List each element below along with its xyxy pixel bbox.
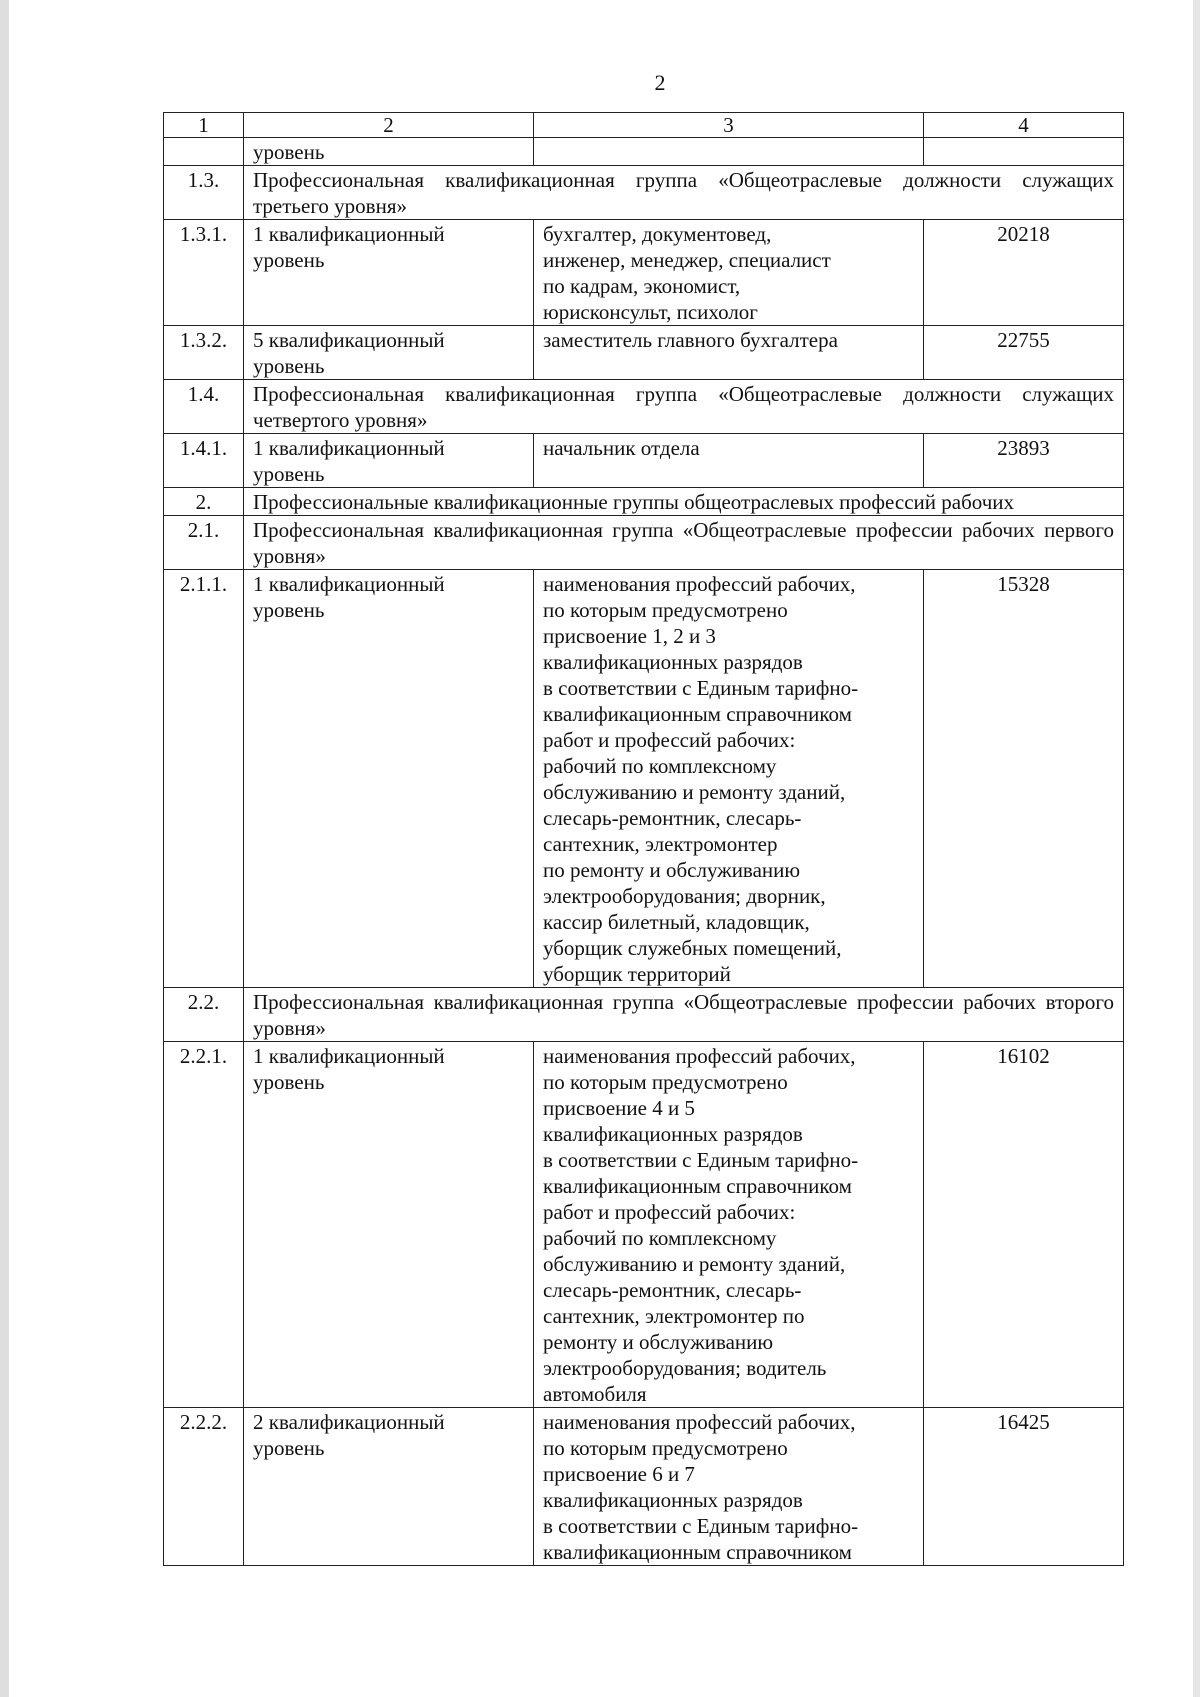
profession-names-cell: заместитель главного бухгалтера xyxy=(534,326,924,380)
row-number-cell: 2.2.2. xyxy=(164,1408,244,1566)
row-number-cell: 1.3. xyxy=(164,166,244,220)
group-title-cell: Профессиональные квалификационные группы общеотраслевых профессий рабочих xyxy=(244,488,1124,516)
salary-table-body xyxy=(164,113,1124,1566)
profession-names-cell: наименования профессий рабочих, по которым предусмотрено присвоение 6 и 7 квалификационных разрядов в соответствии с Единым тарифно- квалификационным справочником xyxy=(534,1408,924,1566)
profession-names-cell xyxy=(534,138,924,166)
header-col-1: 1 xyxy=(164,113,244,138)
level-cell: 5 квалификационный уровень xyxy=(244,326,534,380)
group-row xyxy=(164,488,1124,516)
salary-cell: 23893 xyxy=(924,434,1124,488)
level-row xyxy=(164,1408,1124,1566)
header-col-2: 2 xyxy=(244,113,534,138)
salary-cell: 16425 xyxy=(924,1408,1124,1566)
row-number-cell: 1.3.2. xyxy=(164,326,244,380)
profession-names-cell: начальник отдела xyxy=(534,434,924,488)
row-number-cell xyxy=(164,138,244,166)
group-row xyxy=(164,516,1124,570)
profession-names-cell: наименования профессий рабочих, по которым предусмотрено присвоение 4 и 5 квалификационных разрядов в соответствии с Единым тарифно- квалификационным справочником работ и профессий рабочих: рабочий по комплексному обслуживанию и ремонту зданий, слесарь-ремонтник, слесарь- сантехник, электромонтер по ремонту и обслуживанию электрооборудования; водитель автомобиля xyxy=(534,1042,924,1408)
level-cell: 1 квалификационный уровень xyxy=(244,570,534,988)
table-header-row xyxy=(164,113,1124,138)
salary-table xyxy=(163,112,1124,1566)
row-number-cell: 2.1. xyxy=(164,516,244,570)
row-number-cell: 2.2.1. xyxy=(164,1042,244,1408)
row-number-cell: 2. xyxy=(164,488,244,516)
level-row xyxy=(164,1042,1124,1408)
profession-names-cell: наименования профессий рабочих, по которым предусмотрено присвоение 1, 2 и 3 квалификационных разрядов в соответствии с Единым тарифно- квалификационным справочником работ и профессий рабочих: рабочий по комплексному обслуживанию и ремонту зданий, слесарь-ремонтник, слесарь- сантехник, электромонтер по ремонту и обслуживанию электрооборудования; дворник, кассир билетный, кладовщик, уборщик служебных помещений, уборщик территорий xyxy=(534,570,924,988)
level-cell: 2 квалификационный уровень xyxy=(244,1408,534,1566)
group-title-cell: Профессиональная квалификационная группа «Общеотраслевые должности служащих четвертого уровня» xyxy=(244,380,1124,434)
salary-cell: 22755 xyxy=(924,326,1124,380)
level-cell: 1 квалификационный уровень xyxy=(244,434,534,488)
row-number-cell: 1.4.1. xyxy=(164,434,244,488)
group-row xyxy=(164,988,1124,1042)
scan-left-edge xyxy=(0,0,9,1697)
level-row xyxy=(164,220,1124,326)
group-row xyxy=(164,380,1124,434)
salary-cell: 15328 xyxy=(924,570,1124,988)
group-title-cell: Профессиональная квалификационная группа «Общеотраслевые профессии рабочих первого уровня» xyxy=(244,516,1124,570)
level-cell: 1 квалификационный уровень xyxy=(244,1042,534,1408)
group-title-cell: Профессиональная квалификационная группа «Общеотраслевые должности служащих третьего уровня» xyxy=(244,166,1124,220)
salary-cell: 20218 xyxy=(924,220,1124,326)
level-row xyxy=(164,434,1124,488)
profession-names-cell: бухгалтер, документовед, инженер, менеджер, специалист по кадрам, экономист, юрисконсульт, психолог xyxy=(534,220,924,326)
row-number-cell: 2.1.1. xyxy=(164,570,244,988)
header-col-3: 3 xyxy=(534,113,924,138)
row-number-cell: 1.3.1. xyxy=(164,220,244,326)
group-title-cell: Профессиональная квалификационная группа «Общеотраслевые профессии рабочих второго уровня» xyxy=(244,988,1124,1042)
header-col-4: 4 xyxy=(924,113,1124,138)
level-cell: уровень xyxy=(244,138,534,166)
continuation-row xyxy=(164,138,1124,166)
scan-right-edge xyxy=(1193,0,1200,1697)
row-number-cell: 1.4. xyxy=(164,380,244,434)
page-number: 2 xyxy=(654,70,666,95)
group-row xyxy=(164,166,1124,220)
salary-cell xyxy=(924,138,1124,166)
level-cell: 1 квалификационный уровень xyxy=(244,220,534,326)
level-row xyxy=(164,570,1124,988)
row-number-cell: 2.2. xyxy=(164,988,244,1042)
salary-cell: 16102 xyxy=(924,1042,1124,1408)
level-row xyxy=(164,326,1124,380)
